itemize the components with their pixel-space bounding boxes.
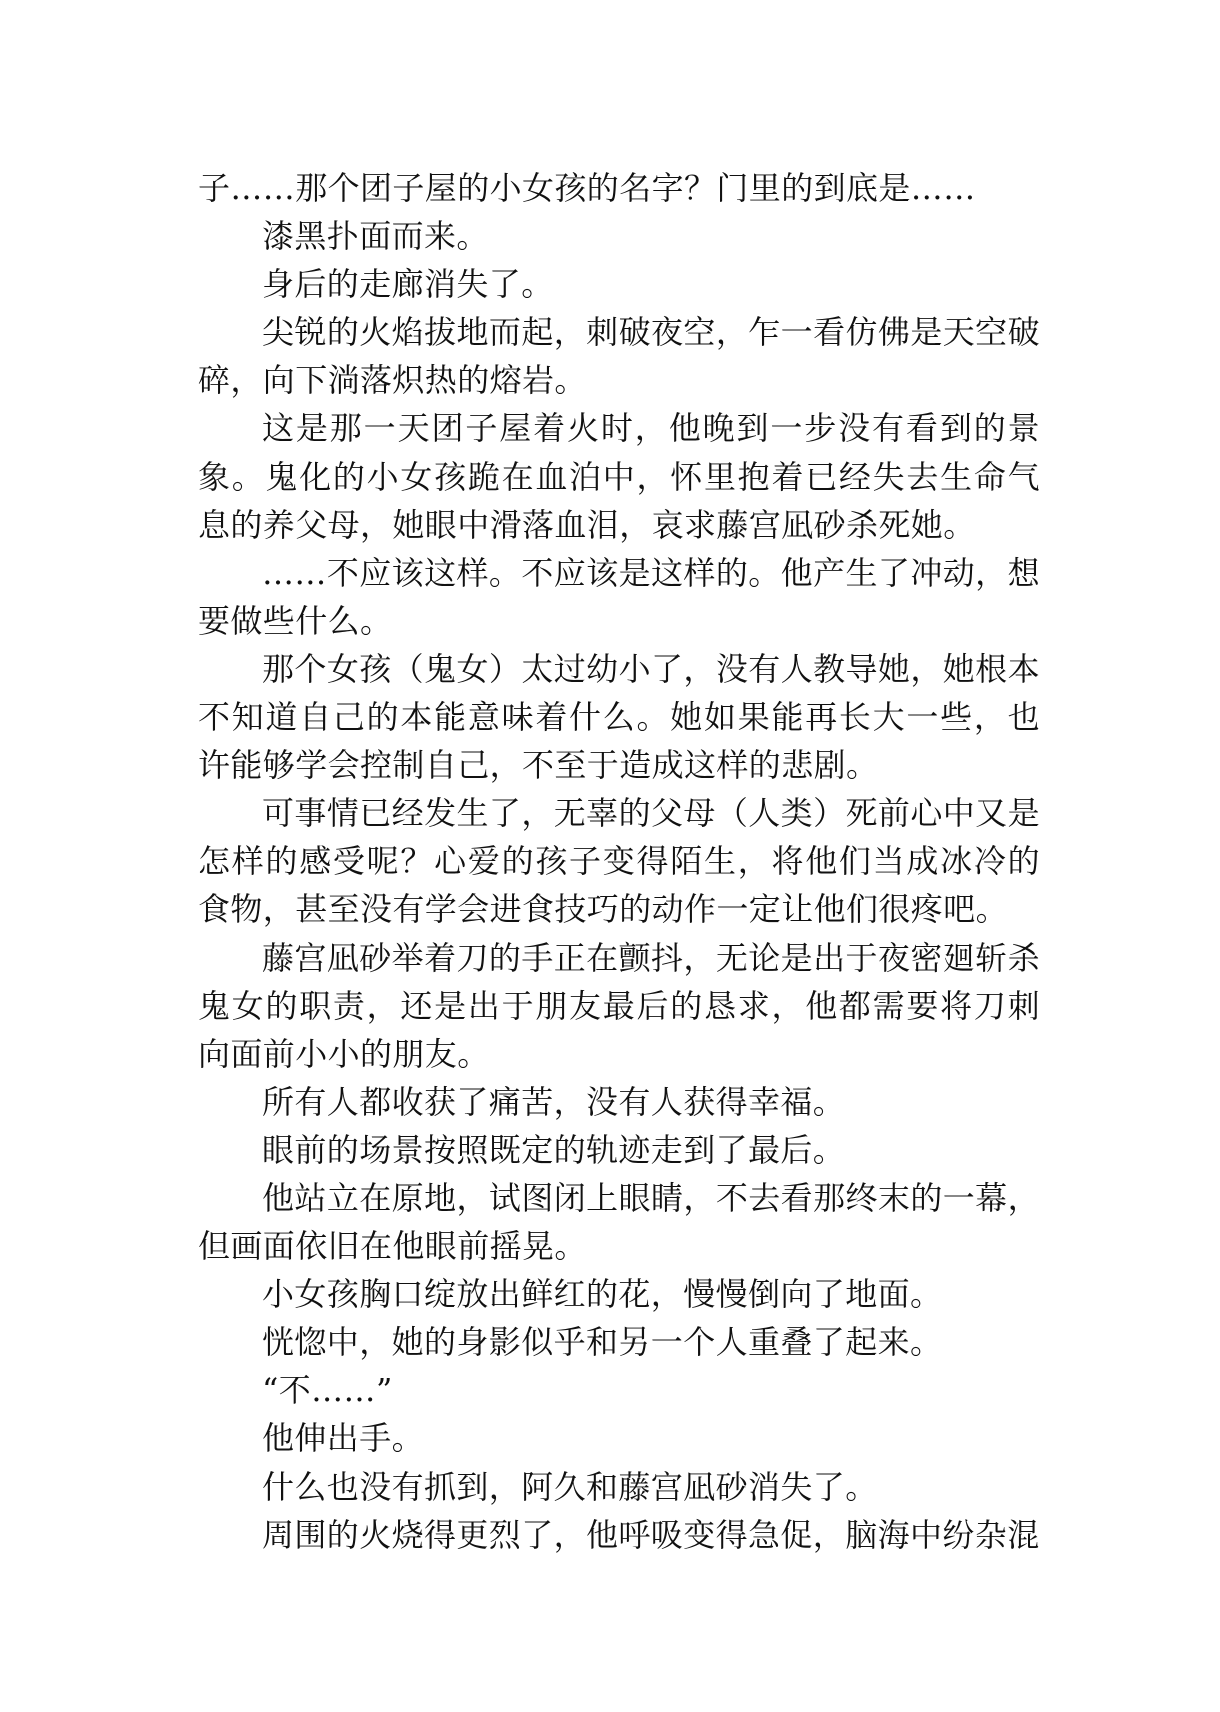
paragraph-dialogue: “不……” [262, 1371, 393, 1410]
paragraph: 小女孩胸口绽放出鲜红的花，慢慢倒向了地面。 [262, 1275, 943, 1314]
paragraph: 这是那一天团子屋着火时，他晚到一步没有看到的景象。鬼化的小女孩跪在血泊中，怀里抱着已经失去生命气息的养父母，她眼中滑落血泪，哀求藤宫凪砂杀死她。 [198, 409, 1040, 544]
paragraph: 身后的走廊消失了。 [262, 265, 554, 304]
paragraph: 可事情已经发生了，无辜的父母（人类）死前心中又是怎样的感受呢？心爱的孩子变得陌生，将他们当成冰冷的食物，甚至没有学会进食技巧的动作一定让他们很疼吧。 [198, 794, 1040, 929]
paragraph: 漆黑扑面而来。 [262, 217, 489, 256]
paragraph: 恍惚中，她的身影似乎和另一个人重叠了起来。 [262, 1323, 943, 1362]
paragraph: 藤宫凪砂举着刀的手正在颤抖，无论是出于夜密廻斩杀鬼女的职责，还是出于朋友最后的恳求，他都需要将刀刺向面前小小的朋友。 [198, 938, 1040, 1073]
paragraph: 周围的火烧得更烈了，他呼吸变得急促，脑海中纷杂混 [262, 1515, 1040, 1554]
paragraph: 尖锐的火焰拔地而起，刺破夜空，乍一看仿佛是天空破碎，向下淌落炽热的熔岩。 [198, 313, 1040, 400]
paragraph: 他伸出手。 [262, 1419, 425, 1458]
paragraph: 那个女孩（鬼女）太过幼小了，没有人教导她，她根本不知道自己的本能意味着什么。她如果能再长大一些，也许能够学会控制自己，不至于造成这样的悲剧。 [198, 649, 1040, 785]
paragraph: ……不应该这样。不应该是这样的。他产生了冲动，想要做些什么。 [198, 553, 1040, 640]
paragraph: 眼前的场景按照既定的轨迹走到了最后。 [262, 1130, 846, 1169]
paragraph: 所有人都收获了痛苦，没有人获得幸福。 [262, 1082, 846, 1121]
paragraph: 他站立在原地，试图闭上眼睛，不去看那终末的一幕，但画面依旧在他眼前摇晃。 [198, 1178, 1040, 1266]
body-text [198, 164, 1040, 1559]
paragraph: 什么也没有抓到，阿久和藤宫凪砂消失了。 [262, 1467, 878, 1506]
paragraph-continued: 子……那个团子屋的小女孩的名字？门里的到底是…… [198, 169, 976, 207]
